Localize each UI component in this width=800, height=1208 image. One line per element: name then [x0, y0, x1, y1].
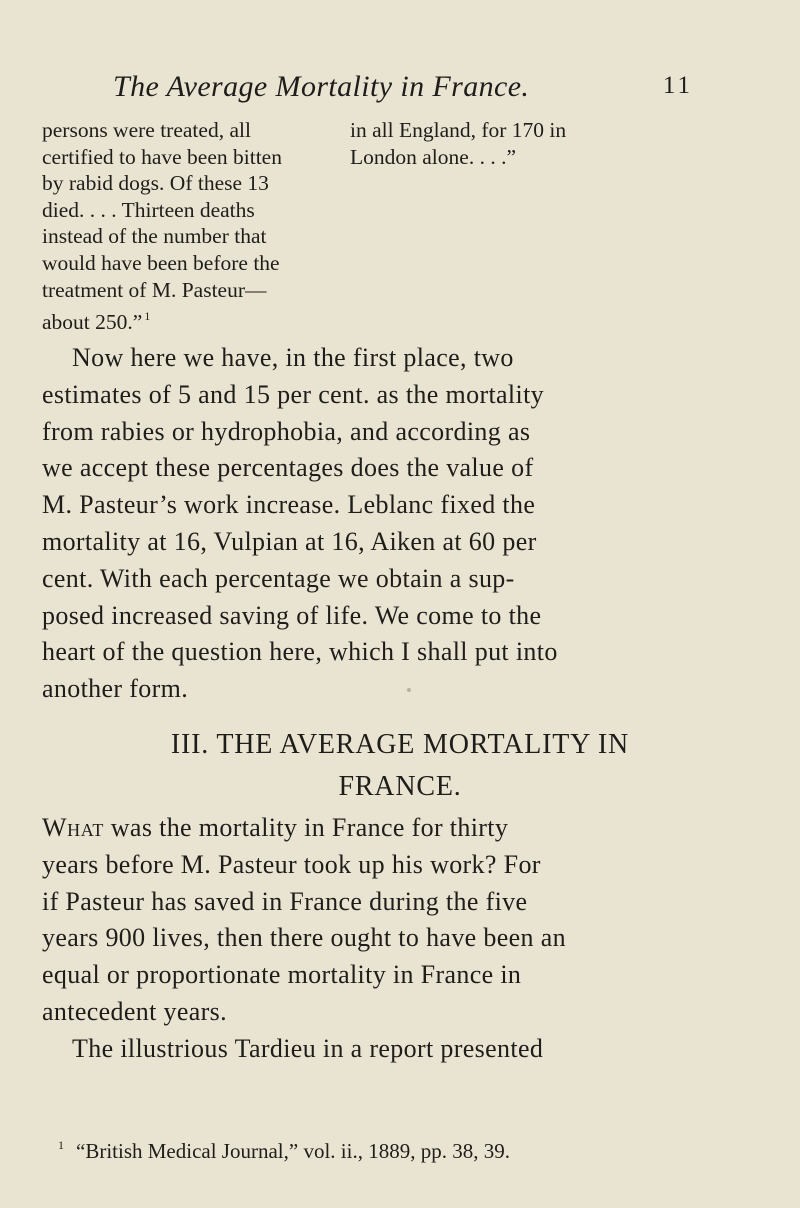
quote-line: London alone. . . .”	[350, 144, 516, 169]
quote-line: in all England, for 170 in	[350, 118, 567, 142]
paragraph-what-was	[42, 810, 762, 1068]
quote-line: instead of the number that	[42, 224, 267, 249]
paragraph-line: antecedent years.	[42, 996, 227, 1026]
paragraph-line: years before M. Pasteur took up his work? For	[42, 849, 541, 879]
paragraph-line: estimates of 5 and 15 per cent. as the mortality	[42, 379, 544, 409]
quote-line: persons were treated, all	[42, 118, 251, 142]
paragraph-line: Now here we have, in the first place, two	[72, 343, 514, 372]
paragraph-line: years 900 lives, then there ought to have been an	[42, 923, 566, 953]
paragraph-line: we accept these percentages does the value of	[42, 453, 534, 483]
quote-right-column	[350, 117, 566, 170]
print-speck	[407, 688, 411, 692]
footnote-text: “British Medical Journal,” vol. ii., 1889, pp. 38, 39.	[76, 1139, 510, 1163]
footnote	[58, 1138, 510, 1164]
paragraph-line: mortality at 16, Vulpian at 16, Aiken at 60 per	[42, 526, 537, 556]
quote-line	[42, 303, 282, 336]
paragraph-line: another form.	[42, 674, 189, 704]
paragraph-line: The illustrious Tardieu in a report presented	[72, 1033, 544, 1063]
quote-line: died. . . . Thirteen deaths	[42, 197, 255, 222]
paragraph-line: equal or proportionate mortality in France in	[42, 960, 522, 990]
paragraph-now-here	[42, 340, 762, 708]
footnote-marker: 1	[144, 309, 151, 324]
paragraph-line	[42, 810, 762, 847]
paragraph-line: from rabies or hydrophobia, and according as	[42, 416, 531, 446]
paragraph-line: if Pasteur has saved in France during the five	[42, 886, 528, 916]
section-heading-continued: FRANCE.	[338, 771, 462, 802]
running-title: The Average Mortality in France.	[113, 70, 530, 103]
page-number: 11	[662, 72, 693, 99]
running-head	[113, 70, 693, 106]
paragraph-line: cent. With each percentage we obtain a sup-	[42, 563, 515, 593]
quote-line: by rabid dogs. Of these 13	[42, 171, 269, 196]
section-heading: III. THE AVERAGE MORTALITY IN	[170, 729, 630, 760]
paragraph-line: M. Pasteur’s work increase. Leblanc fixed the	[42, 490, 536, 520]
paragraph-line-text: was the mortality in France for thirty	[103, 813, 509, 842]
footnote-number: 1	[58, 1138, 64, 1152]
quote-left-column	[42, 117, 282, 336]
lead-word: What	[42, 813, 104, 842]
quote-line-text: about 250.”	[42, 310, 143, 335]
quote-line: would have been before the	[42, 250, 280, 275]
paragraph-line: heart of the question here, which I shall put into	[42, 637, 558, 667]
quote-line: treatment of M. Pasteur—	[42, 277, 267, 302]
quote-line: certified to have been bitten	[42, 144, 282, 169]
paragraph-line: posed increased saving of life. We come to the	[42, 600, 542, 630]
